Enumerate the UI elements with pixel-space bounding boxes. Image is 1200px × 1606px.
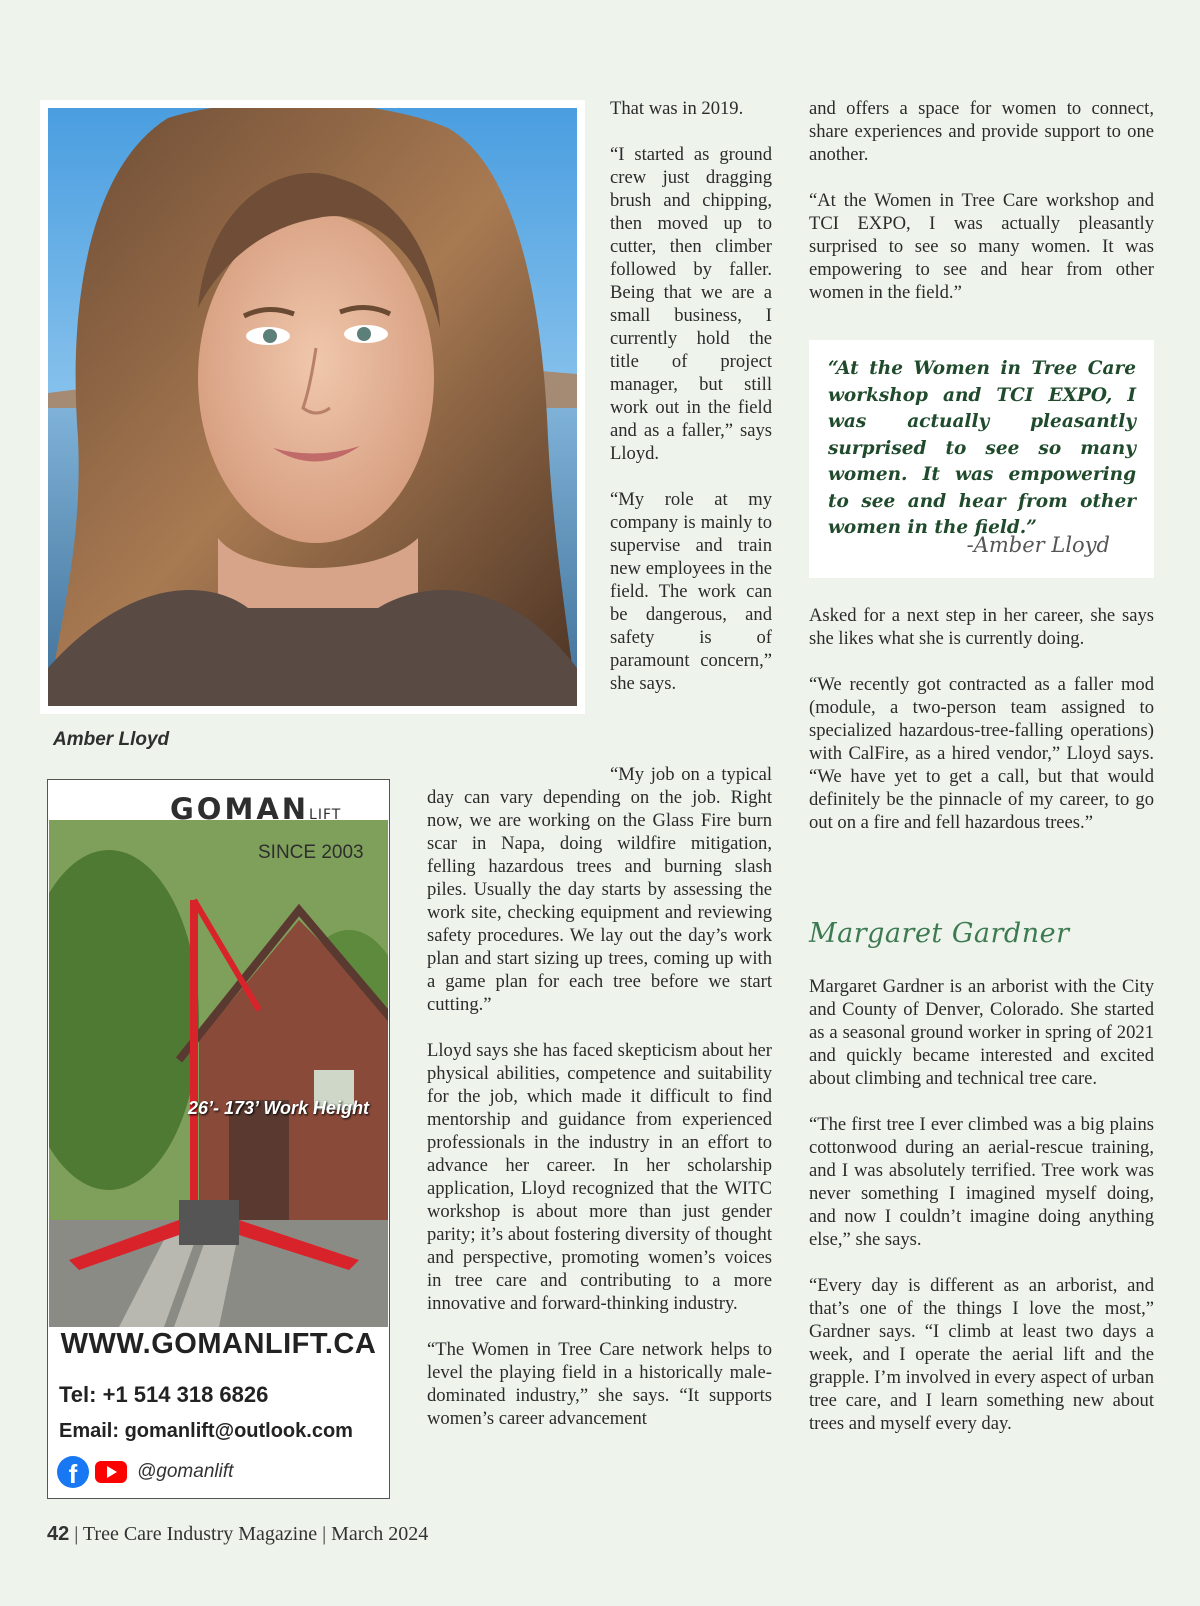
paragraph: Lloyd says she has faced skepticism about her physical abilities, competence and suitability for the job, which made it difficult to find mentorship and guidance from experienced professionals in the industry in an effort to advance her career. In her scholarship application, Lloyd recognized that the WITC workshop is about more than just gender parity; it’s about fostering diversity of thought and perspective, promoting women’s voices in tree care and contributing to a more innovative and forward-thinking industry.: [427, 1040, 772, 1314]
gomanlift-advertisement[interactable]: [47, 779, 390, 1499]
ad-brand-suffix: LIFT: [309, 807, 342, 823]
spider-lift-illustration: [49, 820, 388, 1347]
ad-telephone: Tel: +1 514 318 6826: [59, 1382, 269, 1407]
paragraph: Margaret Gardner is an arborist with the City and County of Denver, Colorado. She started as a seasonal ground worker in spring of 2021 and quickly became interested and excited about climbing and technical tree care.: [809, 976, 1154, 1089]
page-number: 42: [47, 1523, 70, 1545]
ad-social-links: [57, 1456, 233, 1488]
article-column-a: [610, 97, 772, 695]
paragraph: Asked for a next step in her career, she says she likes what she is currently doing.: [809, 605, 1154, 649]
paragraph: “At the Women in Tree Care workshop and TCI EXPO, I was actually pleasantly surprised to see so many women. It was empowering to see and hear from other women in the field.”: [809, 190, 1154, 303]
paragraph: “Every day is different as an arborist, and that’s one of the things I love the most,” Gardner says. “I climb at least two days a week, and I operate the aerial lift and the grapple. I’m involved in every aspect of urban tree care, and I learn something new about trees and myself every day.: [809, 1275, 1154, 1434]
paragraph: “My job on a typical day can vary depending on the job. Right now, we are working on the Glass Fire burn scar in Napa, doing wildfire mitigation, felling hazardous trees and burning slash piles. Usually the day starts by assessing the work site, checking equipment and reviewing safety procedures. We lay out the day’s work plan and start sizing up trees, coming up with a game plan for each tree before we start cutting.”: [427, 764, 772, 1015]
article-column-c-bottom: [809, 604, 1154, 834]
portrait-photo-frame: [40, 100, 585, 714]
pull-quote-text: “At the Women in Tree Care workshop and TCI EXPO, I was actually pleasantly surprised to see so many women. It was empowering to see and hear from other women in the field.”: [828, 358, 1136, 538]
ad-email: Email: gomanlift@outlook.com: [59, 1420, 353, 1442]
section-heading: Margaret Gardner: [809, 918, 1070, 949]
ad-social-handle: @gomanlift: [137, 1461, 234, 1482]
paragraph: That was in 2019.: [610, 98, 744, 119]
ad-photo: [49, 820, 388, 1347]
ad-work-height: 26’- 173’ Work Height: [188, 1098, 370, 1118]
publication-info: | Tree Care Industry Magazine | March 2024: [69, 1523, 429, 1545]
portrait-illustration: [48, 108, 577, 706]
article-column-c-section: [809, 975, 1154, 1435]
paragraph: and offers a space for women to connect, share experiences and provide support to one another.: [809, 98, 1154, 165]
paragraph: “The first tree I ever climbed was a big plains cottonwood during an aerial-rescue training, and I was absolutely terrified. Tree work was never something I imagined myself doing, and now I couldn’t imagine doing anything else,” she says.: [809, 1114, 1154, 1250]
article-column-c-top: [809, 97, 1154, 304]
paragraph: “The Women in Tree Care network helps to level the playing field in a historically male-dominated industry,” she says. “It supports women’s career advancement: [427, 1339, 772, 1429]
paragraph: “I started as ground crew just dragging brush and chipping, then moved up to cutter, then climber followed by faller. Being that we are a small business, I currently hold the title of project manager, but still work out in the field and as a faller,” says Lloyd.: [610, 144, 772, 464]
article-column-b: [427, 763, 772, 1430]
ad-brand: GOMAN: [170, 792, 310, 826]
page-footer: [47, 1523, 428, 1546]
facebook-icon[interactable]: f: [57, 1456, 89, 1488]
ad-since: SINCE 2003: [258, 842, 364, 863]
ad-website-link[interactable]: WWW.GOMANLIFT.CA: [49, 1328, 388, 1361]
photo-caption: Amber Lloyd: [53, 729, 170, 750]
ad-logo: [170, 792, 341, 826]
pull-quote-attribution: -Amber Lloyd: [966, 533, 1110, 557]
pull-quote: [809, 340, 1154, 578]
paragraph: “We recently got contracted as a faller mod (module, a two-person team assigned to specialized hazardous-tree-falling operations) with CalFire, as a hired vendor,” Lloyd says. “We have yet to get a call, but that would definitely be the pinnacle of my career, to go out on a fire and fell hazardous trees.”: [809, 674, 1154, 833]
portrait-photo: [48, 108, 577, 706]
youtube-icon[interactable]: [95, 1461, 127, 1483]
paragraph: “My role at my company is mainly to supervise and train new employees in the field. The work can be dangerous, and safety is of paramount concern,” she says.: [610, 489, 772, 694]
